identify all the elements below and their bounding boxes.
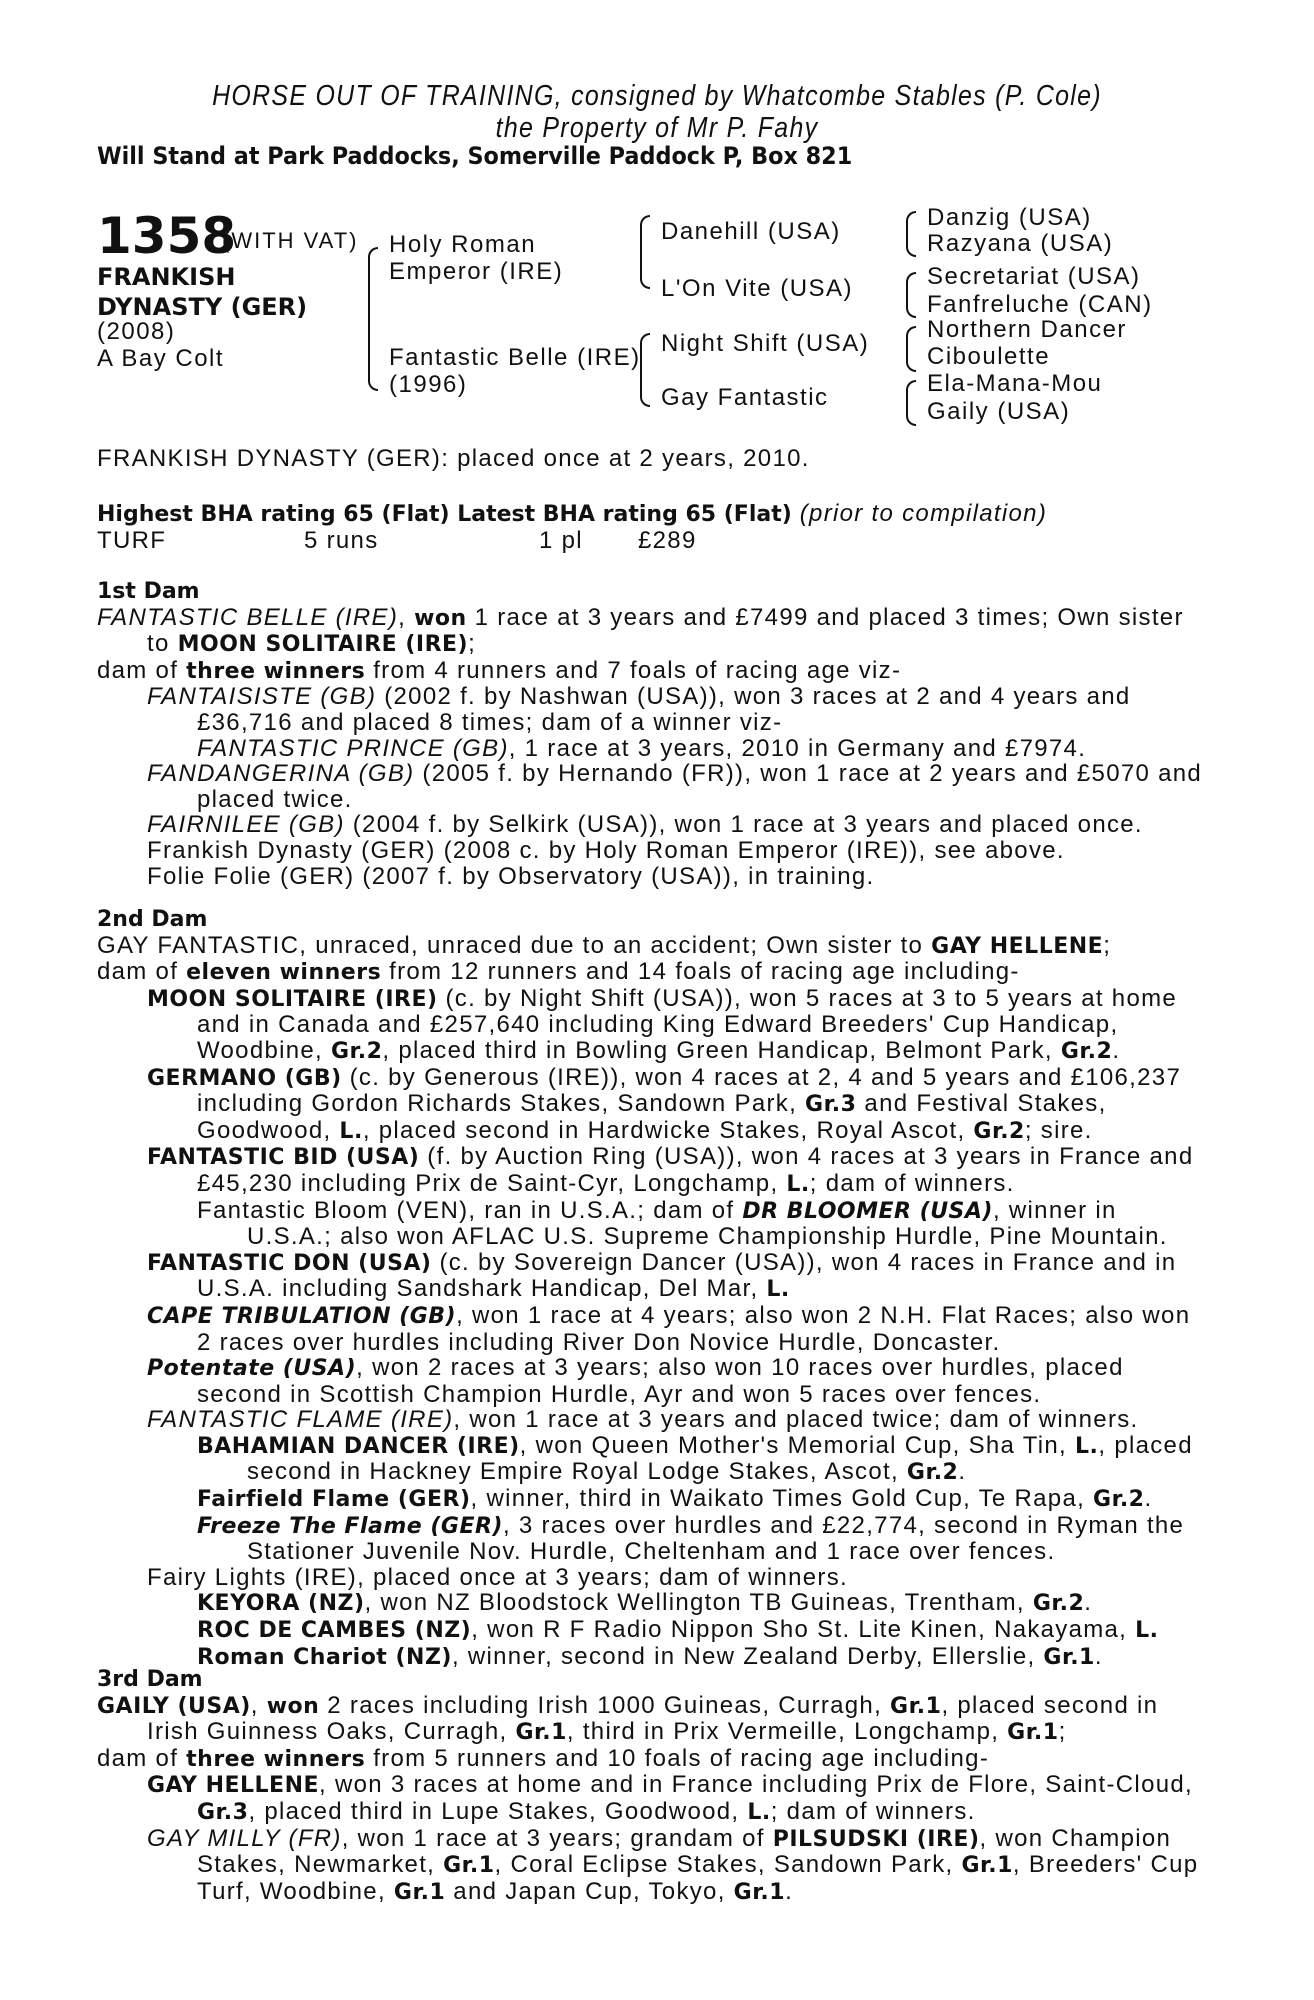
dam-entry: GAY FANTASTIC, unraced, unraced due to an accident; Own sister to GAY HELLENE; <box>97 931 1112 959</box>
pedigree-entry: Ciboulette <box>927 343 1051 370</box>
dam-year: (1996) <box>389 371 468 398</box>
placed: 1 pl <box>539 526 583 554</box>
dam-entry: Fairfield Flame (GER), winner, third in Waikato Times Gold Cup, Te Rapa, Gr.2. <box>197 1485 1153 1513</box>
sire-name: Holy Roman <box>389 231 537 258</box>
sire-dam: L'On Vite (USA) <box>661 275 854 302</box>
pedigree-entry: Secretariat (USA) <box>927 263 1141 290</box>
dam-entry: dam of three winners from 5 runners and 10 foals of racing age including- <box>97 1744 990 1772</box>
surface: TURF <box>97 526 167 554</box>
runs: 5 runs <box>304 526 379 554</box>
rating-text: Highest BHA rating 65 (Flat) Latest BHA rating 65 (Flat) <box>97 502 792 527</box>
dam-entry: GERMANO (GB) (c. by Generous (IRE)), won 4 races at 2, 4 and 5 years and £106,237 including Gordon Richards Stakes, Sandown Park, Gr.3 and Festival Stakes, Goodwood, L., placed second in Hardwicke Stakes, Royal Ascot, Gr.2; sire. <box>147 1063 1182 1144</box>
horse-name-line2: DYNASTY (GER) <box>97 293 308 321</box>
dam-entry: GAY HELLENE, won 3 races at home and in France including Prix de Flore, Saint-Cloud, Gr.3, placed third in Lupe Stakes, Goodwood, L.; dam of winners. <box>147 1771 1193 1825</box>
third-dam-section <box>97 1667 1205 1905</box>
pedigree-entry: Danzig (USA) <box>927 204 1092 231</box>
dam-entry: KEYORA (NZ), won NZ Bloodstock Wellington TB Guineas, Trentham, Gr.2. <box>197 1589 1093 1617</box>
dam-entry: FANDANGERINA (GB) (2005 f. by Hernando (FR)), won 1 race at 2 years and £5070 and placed twice. <box>147 760 1203 813</box>
rating-note: (prior to compilation) <box>799 500 1048 527</box>
dam-entry: Fantastic Bloom (VEN), ran in U.S.A.; dam of DR BLOOMER (USA), winner in U.S.A.; also won AFLAC U.S. Supreme Championship Hurdle, Pine Mountain. <box>197 1196 1168 1251</box>
rating-block <box>97 501 1205 554</box>
pedigree-entry: Northern Dancer <box>927 316 1127 343</box>
vat-label: (WITH VAT) <box>222 228 359 253</box>
dam-entry: Roman Chariot (NZ), winner, second in New Zealand Derby, Ellerslie, Gr.1. <box>197 1642 1103 1670</box>
lot-number: 1358 <box>97 207 237 265</box>
dam-name: Fantastic Belle (IRE) <box>389 344 641 371</box>
sire-name-line2: Emperor (IRE) <box>389 258 564 285</box>
dam-entry: FANTASTIC FLAME (IRE), won 1 race at 3 years and placed twice; dam of winners. <box>147 1406 1139 1434</box>
sire-sire: Danehill (USA) <box>661 218 841 245</box>
dam-entry: FANTASTIC BID (USA) (f. by Auction Ring (USA)), won 4 races at 3 years in France and £45,230 including Prix de Saint-Cyr, Longchamp, L.; dam of winners. <box>147 1143 1194 1197</box>
brace <box>640 333 650 407</box>
race-summary: FRANKISH DYNASTY (GER): placed once at 2 years, 2010. <box>97 445 810 472</box>
dam-entry: Freeze The Flame (GER), 3 races over hurdles and £22,774, second in Ryman the Stationer Juvenile Nov. Hurdle, Cheltenham and 1 race over fences. <box>197 1511 1185 1566</box>
dam-entry: FANTASTIC DON (USA) (c. by Sovereign Dancer (USA)), won 4 races in France and in U.S.A. including Sandshark Handicap, Del Mar, L. <box>147 1248 1177 1303</box>
dam-entry: ROC DE CAMBES (NZ), won R F Radio Nippon Sho St. Lite Kinen, Nakayama, L. <box>197 1616 1159 1644</box>
horse-name <box>97 262 307 322</box>
property-heading: the Property of Mr P. Fahy <box>495 112 819 144</box>
prize: £289 <box>638 526 697 554</box>
dam-entry: FANTAISISTE (GB) (2002 f. by Nashwan (USA)), won 3 races at 2 and 4 years and £36,716 and placed 8 times; dam of a winner viz- <box>147 683 1131 736</box>
dam-entry: FANTASTIC BELLE (IRE), won 1 race at 3 years and £7499 and placed 3 times; Own sister to MOON SOLITAIRE (IRE); <box>97 603 1184 658</box>
first-dam-section <box>97 579 1205 889</box>
brace <box>906 326 916 372</box>
brace <box>640 215 650 289</box>
dam-entry: FANTASTIC PRINCE (GB), 1 race at 3 years, 2010 in Germany and £7974. <box>197 734 1087 762</box>
brace <box>368 247 378 391</box>
foaling-year: (2008) <box>97 318 176 345</box>
dam-sire: Night Shift (USA) <box>661 330 870 357</box>
brace <box>906 272 916 318</box>
horse-description: A Bay Colt <box>97 345 225 372</box>
section-heading: 2nd Dam <box>97 907 208 932</box>
dam-entry: Fairy Lights (IRE), placed once at 3 years; dam of winners. <box>147 1563 848 1591</box>
dam-entry: GAY MILLY (FR), won 1 race at 3 years; grandam of PILSUDSKI (IRE), won Champion Stakes, Newmarket, Gr.1, Coral Eclipse Stakes, Sandown Park, Gr.1, Breeders' Cup Turf, Woodbine, Gr.1 and Japan Cup, Tokyo, Gr.1. <box>147 1824 1199 1905</box>
dam-entry: CAPE TRIBULATION (GB), won 1 race at 4 years; also won 2 N.H. Flat Races; also won 2 races over hurdles including River Don Novice Hurdle, Doncaster. <box>147 1301 1191 1356</box>
dam-entry: Frankish Dynasty (GER) (2008 c. by Holy Roman Emperor (IRE)), see above. <box>147 836 1065 864</box>
second-dam-section <box>97 907 1205 1670</box>
brace <box>906 211 916 257</box>
horse-name-line1: FRANKISH <box>97 263 236 291</box>
dam-entry: Potentate (USA), won 2 races at 3 years; also won 10 races over hurdles, placed second in Scottish Champion Hurdle, Ayr and won 5 races over fences. <box>147 1354 1124 1408</box>
brace <box>906 380 916 426</box>
section-heading: 3rd Dam <box>97 1667 203 1692</box>
dam-entry: GAILY (USA), won 2 races including Irish 1000 Guineas, Curragh, Gr.1, placed second in Irish Guinness Oaks, Curragh, Gr.1, third in Prix Vermeille, Longchamp, Gr.1; <box>97 1691 1159 1746</box>
dam-entry: dam of eleven winners from 12 runners and 14 foals of racing age including- <box>97 958 1020 986</box>
pedigree-entry: Fanfreluche (CAN) <box>927 291 1153 318</box>
dam-entry: MOON SOLITAIRE (IRE) (c. by Night Shift (USA)), won 5 races at 3 to 5 years at home and in Canada and £257,640 including King Edward Breeders' Cup Handicap, Woodbine, Gr.2, placed third in Bowling Green Handicap, Belmont Park, Gr.2. <box>147 984 1178 1064</box>
consignor-heading: HORSE OUT OF TRAINING, consigned by Whatcombe Stables (P. Cole) <box>212 80 1102 112</box>
pedigree-entry: Gaily (USA) <box>927 398 1071 425</box>
pedigree-entry: Razyana (USA) <box>927 230 1114 257</box>
horse-meta <box>97 318 224 372</box>
pedigree-entry: Ela-Mana-Mou <box>927 370 1103 397</box>
dam-entry: BAHAMIAN DANCER (IRE), won Queen Mother's Memorial Cup, Sha Tin, L., placed second in Hackney Empire Royal Lodge Stakes, Ascot, Gr.2. <box>197 1431 1193 1486</box>
section-heading: 1st Dam <box>97 579 200 604</box>
dam-dam: Gay Fantastic <box>661 384 829 411</box>
dam-entry: Folie Folie (GER) (2007 f. by Observatory (USA)), in training. <box>147 862 875 890</box>
dam-entry: dam of three winners from 4 runners and 7 foals of racing age viz- <box>97 656 902 684</box>
stand-location: Will Stand at Park Paddocks, Somerville Paddock P, Box 821 <box>97 142 853 170</box>
dam-entry: FAIRNILEE (GB) (2004 f. by Selkirk (USA)), won 1 race at 3 years and placed once. <box>147 811 1143 839</box>
